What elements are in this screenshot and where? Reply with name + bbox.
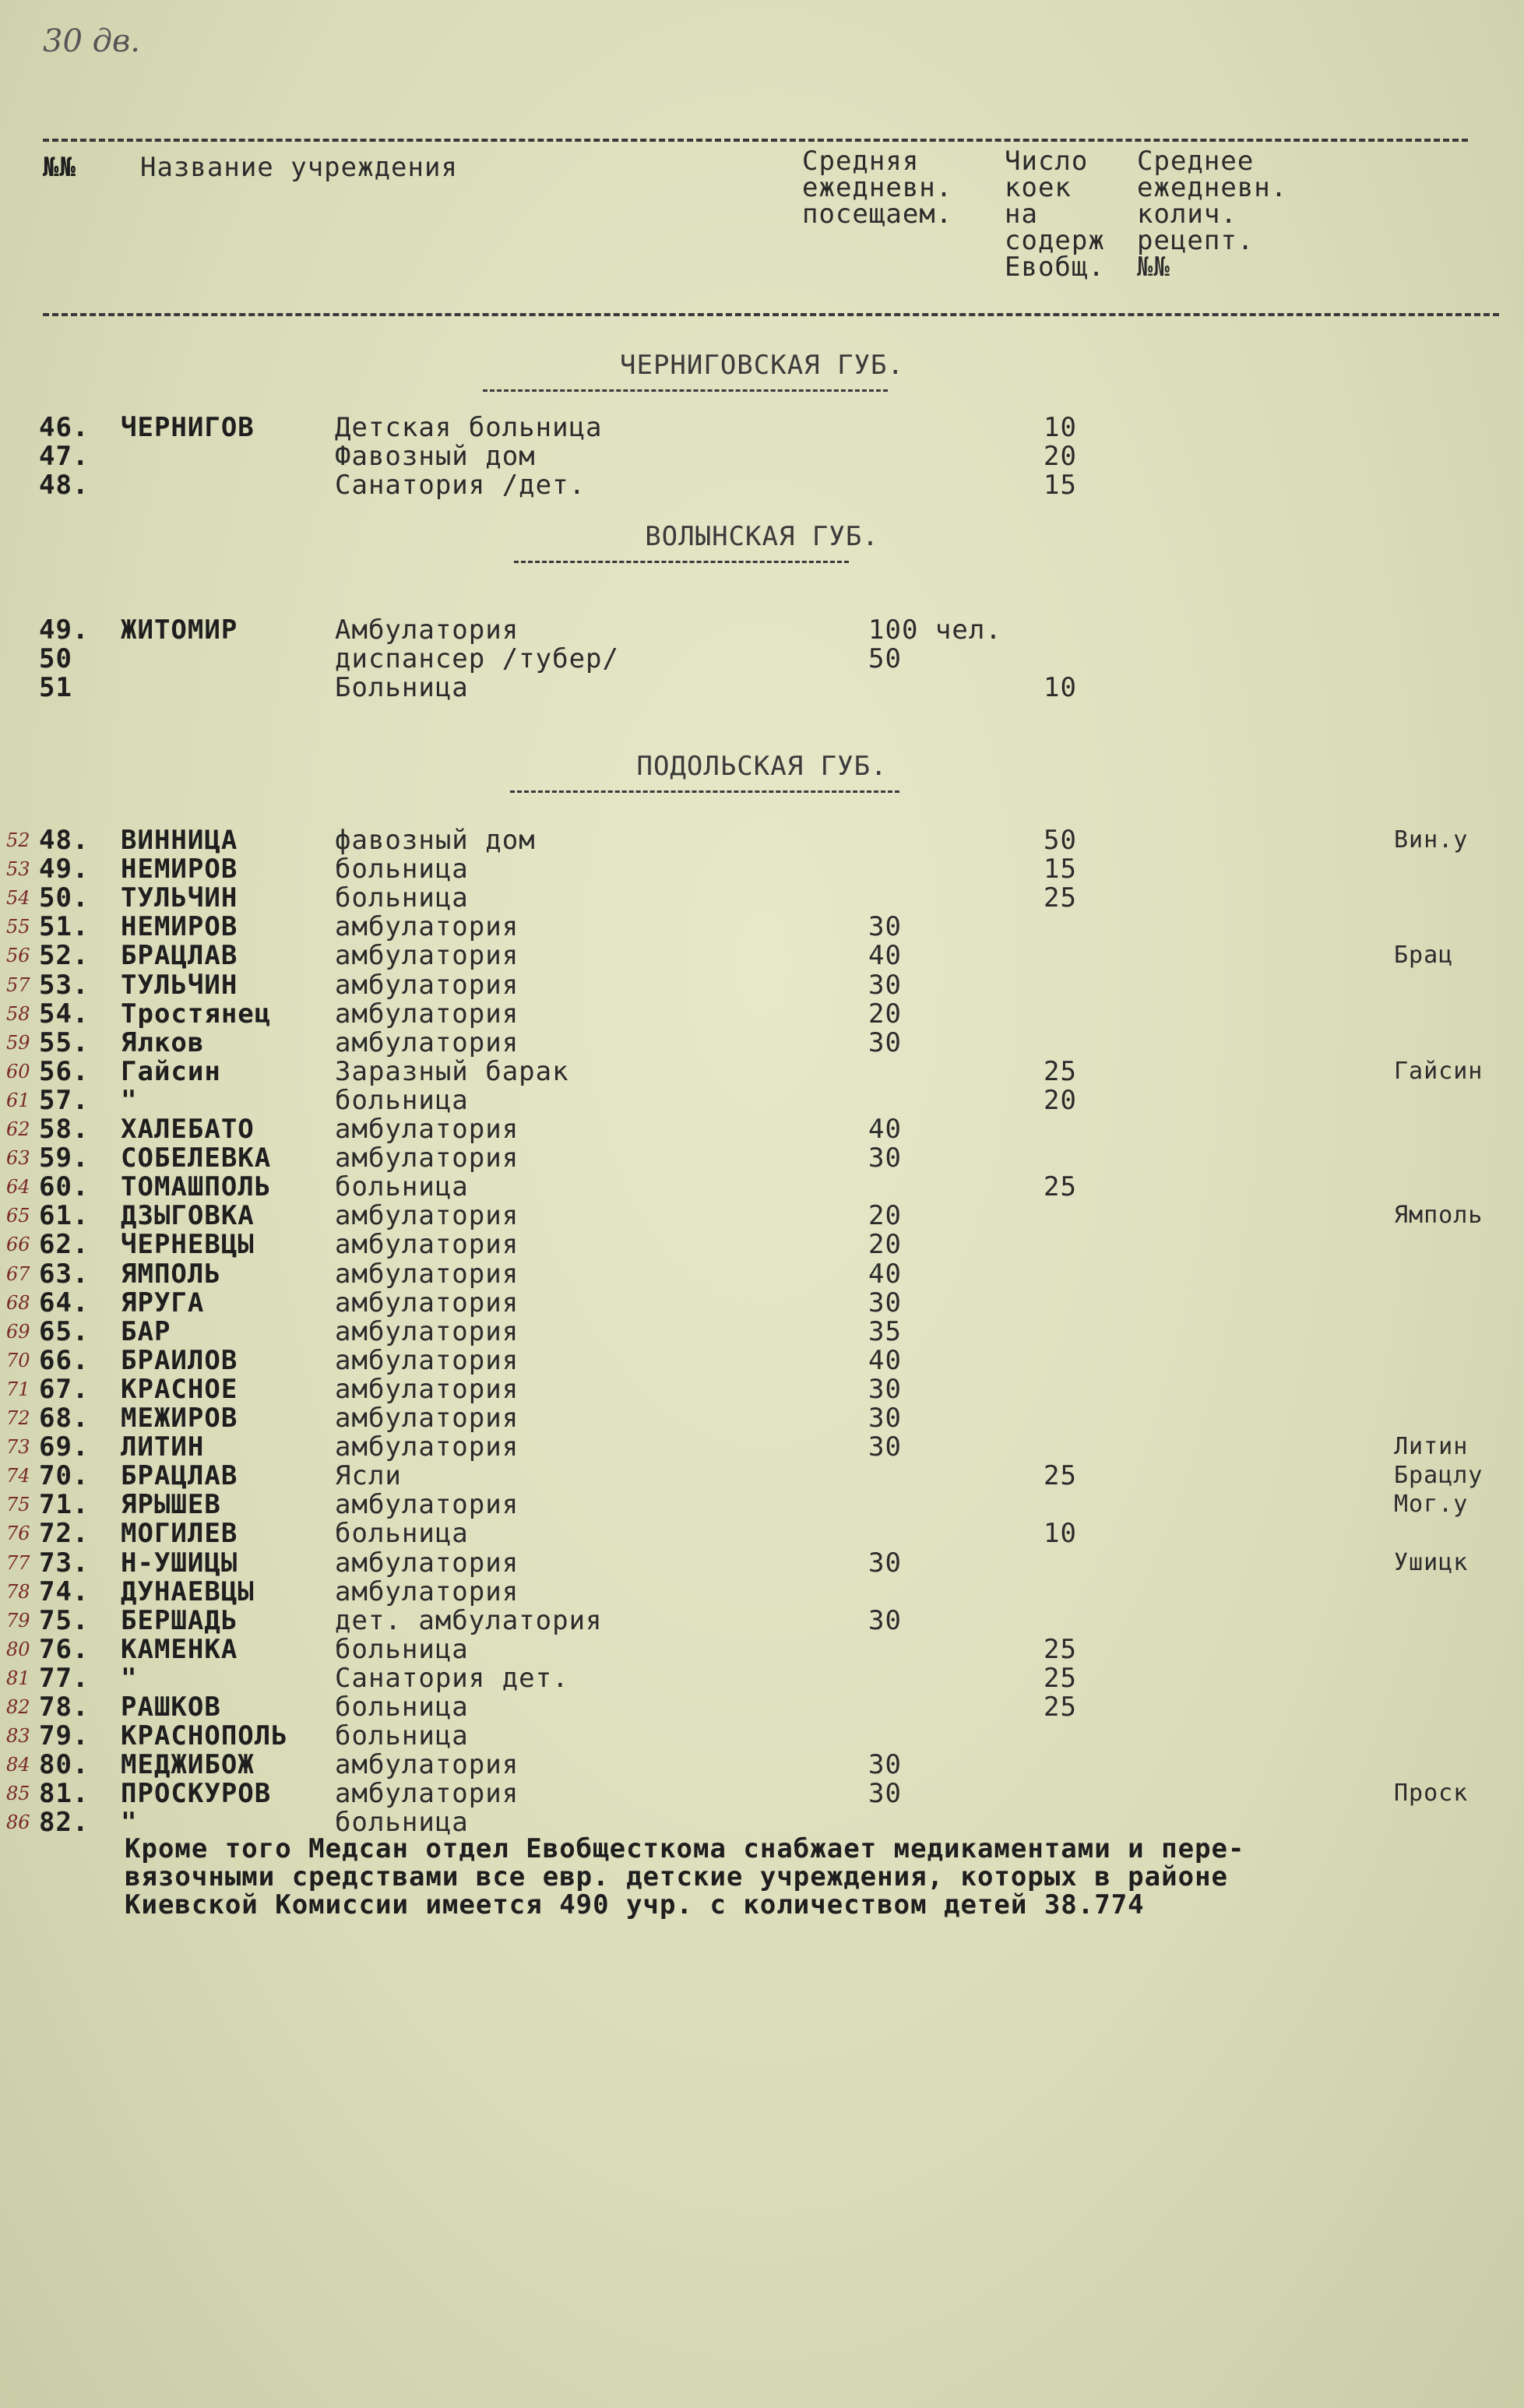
row-handwritten-number: 84: [6, 1754, 30, 1776]
list-item: [0, 1346, 1524, 1375]
section-title-underline: [514, 561, 849, 563]
header-line: Среднее: [1137, 146, 1255, 177]
row-number: 47.: [39, 441, 90, 472]
row-institution: амбулатория: [335, 1373, 519, 1405]
row-daily-visits: 30: [868, 1547, 902, 1579]
list-item: [0, 1779, 1524, 1808]
row-institution: амбулатория: [335, 1431, 519, 1463]
row-beds: 15: [1044, 470, 1077, 501]
row-handwritten-number: 81: [6, 1667, 30, 1689]
row-handwritten-number: 75: [6, 1494, 30, 1516]
row-handwritten-number: 85: [6, 1783, 30, 1805]
list-item: [0, 1028, 1524, 1058]
row-number: 60.: [39, 1171, 90, 1203]
row-institution: амбулатория: [335, 969, 519, 1001]
row-institution: амбулатория: [335, 1547, 519, 1579]
row-number: 68.: [39, 1403, 90, 1434]
list-item: [0, 1750, 1524, 1780]
row-number: 51.: [39, 911, 90, 943]
row-beds: 25: [1044, 882, 1077, 914]
row-handwritten-number: 77: [6, 1551, 30, 1574]
row-city: БЕРШАДЬ: [121, 1604, 238, 1636]
list-item: [0, 1721, 1524, 1751]
header-line: №№: [1137, 252, 1170, 283]
row-handwritten-number: 70: [6, 1349, 30, 1371]
header-top-rule: [43, 139, 1468, 142]
row-city: НЕМИРОВ: [121, 854, 238, 885]
row-number: 48.: [39, 470, 90, 501]
list-item: [0, 1288, 1524, 1318]
row-handwritten-number: 67: [6, 1262, 30, 1285]
list-item: [0, 1143, 1524, 1173]
row-number: 50.: [39, 882, 90, 914]
row-institution: Ясли: [335, 1460, 402, 1492]
row-city: ЛИТИН: [121, 1431, 205, 1463]
list-item: [0, 1606, 1524, 1635]
list-item: [0, 470, 1524, 500]
row-number: 64.: [39, 1287, 90, 1318]
row-city: ДЗЫГОВКА: [121, 1200, 255, 1232]
row-number: 52.: [39, 940, 90, 972]
header-bottom-rule: [43, 313, 1499, 316]
row-city: Ялков: [121, 1026, 205, 1058]
list-item: [0, 1490, 1524, 1519]
header-line: содерж: [1005, 225, 1105, 256]
header-line: Евобщ.: [1005, 252, 1105, 283]
row-margin-note: Ямполь: [1394, 1202, 1484, 1230]
row-institution: амбулатория: [335, 1315, 519, 1347]
row-institution: больница: [335, 1692, 469, 1723]
row-daily-visits: 30: [868, 1403, 902, 1434]
row-city: БРАЦЛАВ: [121, 940, 238, 972]
list-item: [0, 615, 1524, 645]
header-line: колич.: [1137, 199, 1237, 230]
list-item: [0, 442, 1524, 471]
row-handwritten-number: 73: [6, 1436, 30, 1459]
row-number: 73.: [39, 1547, 90, 1579]
header-line: Число: [1005, 146, 1089, 177]
row-institution: больница: [335, 1807, 469, 1839]
row-number: 55.: [39, 1026, 90, 1058]
row-institution: больница: [335, 1171, 469, 1203]
row-daily-visits: 50: [868, 643, 902, 674]
row-margin-note: Вин.у: [1394, 826, 1469, 854]
row-handwritten-number: 53: [6, 858, 30, 881]
row-institution: амбулатория: [335, 1026, 519, 1058]
row-handwritten-number: 55: [6, 916, 30, 938]
row-number: 70.: [39, 1460, 90, 1492]
row-city: КРАСНОЕ: [121, 1373, 238, 1405]
row-number: 72.: [39, 1518, 90, 1550]
row-number: 54.: [39, 998, 90, 1030]
row-city: ЧЕРНИГОВ: [121, 412, 255, 443]
row-handwritten-number: 69: [6, 1320, 30, 1343]
section-title: ВОЛЫНСКАЯ ГУБ.: [645, 521, 879, 552]
list-item: [0, 413, 1524, 442]
section-title-underline: [510, 790, 899, 793]
row-handwritten-number: 52: [6, 829, 30, 851]
row-number: 49.: [39, 854, 90, 885]
row-city: КРАСНОПОЛЬ: [121, 1720, 288, 1752]
row-institution: амбулатория: [335, 1489, 519, 1521]
row-city: Гайсин: [121, 1055, 221, 1087]
footer-line: Кроме того Медсан отдел Евобщесткома снабжает медикаментами и пере-: [125, 1833, 1245, 1864]
row-beds: 25: [1044, 1692, 1077, 1723]
row-number: 75.: [39, 1604, 90, 1636]
header-line: коек: [1005, 172, 1072, 203]
row-institution: амбулатория: [335, 940, 519, 972]
row-number: 53.: [39, 969, 90, 1001]
row-beds: 25: [1044, 1171, 1077, 1203]
row-number: 71.: [39, 1489, 90, 1521]
row-number: 58.: [39, 1114, 90, 1145]
row-institution: амбулатория: [335, 1258, 519, 1290]
row-city: ЯРУГА: [121, 1287, 205, 1318]
header-line: рецепт.: [1137, 225, 1255, 256]
list-item: [0, 1663, 1524, 1693]
row-margin-note: Брац: [1394, 942, 1454, 970]
row-daily-visits: 30: [868, 969, 902, 1001]
row-daily-visits: 20: [868, 1200, 902, 1232]
row-institution: Санатория дет.: [335, 1662, 569, 1694]
row-institution: амбулатория: [335, 1749, 519, 1781]
list-item: [0, 1057, 1524, 1086]
row-handwritten-number: 79: [6, 1609, 30, 1632]
row-city: ВИННИЦА: [121, 825, 238, 856]
header-number-col: №№: [43, 152, 76, 183]
row-institution: диспансер /тубер/: [335, 643, 619, 674]
row-handwritten-number: 54: [6, 887, 30, 910]
row-number: 67.: [39, 1373, 90, 1405]
row-number: 59.: [39, 1142, 90, 1174]
row-institution: Амбулатория: [335, 614, 519, 646]
row-institution: больница: [335, 882, 469, 914]
list-item: [0, 1519, 1524, 1548]
row-city: ХАЛЕБАТО: [121, 1114, 255, 1145]
row-handwritten-number: 72: [6, 1407, 30, 1429]
list-item: [0, 854, 1524, 884]
row-margin-note: Гайсин: [1394, 1057, 1484, 1085]
row-daily-visits: 30: [868, 1749, 902, 1781]
row-city: МОГИЛЕВ: [121, 1518, 238, 1550]
row-institution: больница: [335, 1084, 469, 1116]
row-institution: амбулатория: [335, 1575, 519, 1607]
row-number: 78.: [39, 1692, 90, 1723]
list-item: [0, 912, 1524, 942]
list-item: [0, 1259, 1524, 1289]
row-handwritten-number: 60: [6, 1060, 30, 1083]
row-number: 76.: [39, 1633, 90, 1665]
list-item: [0, 673, 1524, 702]
list-item: [0, 1692, 1524, 1722]
row-city: Тростянец: [121, 998, 272, 1030]
row-institution: амбулатория: [335, 1142, 519, 1174]
row-city: РАШКОВ: [121, 1692, 221, 1723]
row-margin-note: Проск: [1394, 1780, 1469, 1808]
row-number: 49.: [39, 614, 90, 646]
row-margin-note: Мог.у: [1394, 1491, 1469, 1519]
row-number: 69.: [39, 1431, 90, 1463]
row-handwritten-number: 59: [6, 1031, 30, 1054]
row-city: НЕМИРОВ: [121, 911, 238, 943]
row-institution: Фавозный дом: [335, 441, 536, 472]
row-daily-visits: 30: [868, 911, 902, 943]
list-item: [0, 1403, 1524, 1433]
header-line: посещаем.: [802, 199, 953, 230]
list-item: [0, 1172, 1524, 1202]
corner-handwritten-note: 30 дв.: [43, 23, 140, 59]
row-number: 82.: [39, 1807, 90, 1839]
row-city: КАМЕНКА: [121, 1633, 238, 1665]
row-city: ": [121, 1807, 138, 1839]
row-number: 65.: [39, 1315, 90, 1347]
row-daily-visits: 40: [868, 940, 902, 972]
row-handwritten-number: 65: [6, 1205, 30, 1227]
row-margin-note: Литин: [1394, 1433, 1469, 1461]
row-handwritten-number: 80: [6, 1638, 30, 1660]
row-city: ЯМПОЛЬ: [121, 1258, 221, 1290]
row-institution: амбулатория: [335, 1229, 519, 1261]
row-daily-visits: 35: [868, 1315, 902, 1347]
row-beds: 25: [1044, 1055, 1077, 1087]
row-city: Н-УШИЦЫ: [121, 1547, 238, 1579]
row-handwritten-number: 78: [6, 1580, 30, 1603]
row-daily-visits: 30: [868, 1431, 902, 1463]
row-city: ЧЕРНЕВЦЫ: [121, 1229, 255, 1261]
row-institution: Заразный барак: [335, 1055, 569, 1087]
row-handwritten-number: 62: [6, 1118, 30, 1140]
footer-line: вязочными средствами все евр. детские учреждения, которых в районе: [125, 1861, 1229, 1892]
section-title: ПОДОЛЬСКАЯ ГУБ.: [636, 751, 888, 782]
row-city: БРАЦЛАВ: [121, 1460, 238, 1492]
row-institution: больница: [335, 854, 469, 885]
row-daily-visits: 30: [868, 1373, 902, 1405]
row-number: 61.: [39, 1200, 90, 1232]
list-item: [0, 826, 1524, 855]
row-city: ": [121, 1084, 138, 1116]
row-city: ПРОСКУРОВ: [121, 1778, 272, 1810]
row-beds: 20: [1044, 441, 1077, 472]
row-number: 63.: [39, 1258, 90, 1290]
row-institution: амбулатория: [335, 1287, 519, 1318]
row-institution: Больница: [335, 672, 469, 703]
row-daily-visits: 30: [868, 1778, 902, 1810]
row-handwritten-number: 83: [6, 1725, 30, 1748]
list-item: [0, 1635, 1524, 1664]
header-line: ежедневн.: [1137, 172, 1288, 203]
row-handwritten-number: 61: [6, 1089, 30, 1111]
row-institution: Детская больница: [335, 412, 603, 443]
row-daily-visits: 30: [868, 1604, 902, 1636]
row-city: ЖИТОМИР: [121, 614, 238, 646]
row-daily-visits: 40: [868, 1344, 902, 1376]
row-institution: амбулатория: [335, 1200, 519, 1232]
row-beds: 20: [1044, 1084, 1077, 1116]
list-item: [0, 1317, 1524, 1347]
footer-line: Киевской Комиссии имеется 490 учр. с количеством детей 38.774: [125, 1889, 1145, 1920]
row-handwritten-number: 82: [6, 1696, 30, 1718]
row-institution: фавозный дом: [335, 825, 536, 856]
row-daily-visits: 30: [868, 1026, 902, 1058]
header-line: Средняя: [802, 146, 920, 177]
list-item: [0, 999, 1524, 1029]
list-item: [0, 941, 1524, 970]
row-margin-note: Ушицк: [1394, 1548, 1469, 1576]
row-handwritten-number: 56: [6, 945, 30, 967]
row-daily-visits: 40: [868, 1114, 902, 1145]
header-line: ежедневн.: [802, 172, 953, 203]
row-number: 79.: [39, 1720, 90, 1752]
row-daily-visits: 30: [868, 1287, 902, 1318]
row-city: БРАИЛОВ: [121, 1344, 238, 1376]
row-city: ЯРЫШЕВ: [121, 1489, 221, 1521]
row-handwritten-number: 66: [6, 1234, 30, 1256]
list-item: [0, 1114, 1524, 1144]
list-item: [0, 1230, 1524, 1259]
row-number: 46.: [39, 412, 90, 443]
row-daily-visits: 40: [868, 1258, 902, 1290]
row-institution: амбулатория: [335, 911, 519, 943]
row-number: 77.: [39, 1662, 90, 1694]
row-daily-visits: 20: [868, 1229, 902, 1261]
list-item: [0, 1461, 1524, 1491]
header-name-col: Название учреждения: [140, 152, 458, 183]
row-daily-visits: 100 чел.: [868, 614, 1002, 646]
row-city: ТОМАШПОЛЬ: [121, 1171, 272, 1203]
row-handwritten-number: 74: [6, 1465, 30, 1487]
header-line: на: [1005, 199, 1038, 230]
list-item: [0, 970, 1524, 1000]
row-beds: 25: [1044, 1460, 1077, 1492]
row-beds: 10: [1044, 412, 1077, 443]
row-daily-visits: 20: [868, 998, 902, 1030]
list-item: [0, 1548, 1524, 1578]
row-handwritten-number: 76: [6, 1523, 30, 1545]
row-number: 48.: [39, 825, 90, 856]
row-city: МЕДЖИБОЖ: [121, 1749, 255, 1781]
row-beds: 15: [1044, 854, 1077, 885]
row-number: 66.: [39, 1344, 90, 1376]
section-title-underline: [483, 389, 888, 392]
row-institution: больница: [335, 1633, 469, 1665]
row-handwritten-number: 58: [6, 1002, 30, 1025]
row-handwritten-number: 71: [6, 1378, 30, 1400]
row-city: СОБЕЛЕВКА: [121, 1142, 272, 1174]
row-institution: Санатория /дет.: [335, 470, 586, 501]
list-item: [0, 1201, 1524, 1230]
row-institution: амбулатория: [335, 1403, 519, 1434]
row-institution: амбулатория: [335, 1344, 519, 1376]
row-city: БАР: [121, 1315, 171, 1347]
row-institution: больница: [335, 1720, 469, 1752]
row-city: ": [121, 1662, 138, 1694]
row-number: 80.: [39, 1749, 90, 1781]
row-number: 51: [39, 672, 72, 703]
row-institution: амбулатория: [335, 1114, 519, 1145]
row-city: ДУНАЕВЦЫ: [121, 1575, 255, 1607]
row-city: ТУЛЬЧИН: [121, 882, 238, 914]
list-item: [0, 883, 1524, 913]
row-number: 50: [39, 643, 72, 674]
row-beds: 25: [1044, 1633, 1077, 1665]
row-daily-visits: 30: [868, 1142, 902, 1174]
row-handwritten-number: 57: [6, 973, 30, 996]
row-number: 56.: [39, 1055, 90, 1087]
row-beds: 25: [1044, 1662, 1077, 1694]
row-institution: дет. амбулатория: [335, 1604, 603, 1636]
list-item: [0, 1375, 1524, 1404]
row-number: 81.: [39, 1778, 90, 1810]
row-number: 74.: [39, 1575, 90, 1607]
row-institution: амбулатория: [335, 998, 519, 1030]
row-city: ТУЛЬЧИН: [121, 969, 238, 1001]
row-handwritten-number: 64: [6, 1176, 30, 1199]
list-item: [0, 644, 1524, 674]
row-margin-note: Брацлу: [1394, 1462, 1484, 1490]
row-handwritten-number: 86: [6, 1811, 30, 1834]
row-number: 57.: [39, 1084, 90, 1116]
list-item: [0, 1086, 1524, 1115]
row-handwritten-number: 68: [6, 1291, 30, 1314]
row-institution: больница: [335, 1518, 469, 1550]
row-number: 62.: [39, 1229, 90, 1261]
list-item: [0, 1432, 1524, 1462]
row-institution: амбулатория: [335, 1778, 519, 1810]
row-beds: 50: [1044, 825, 1077, 856]
row-beds: 10: [1044, 672, 1077, 703]
list-item: [0, 1577, 1524, 1607]
row-beds: 10: [1044, 1518, 1077, 1550]
row-handwritten-number: 63: [6, 1147, 30, 1170]
section-title: ЧЕРНИГОВСКАЯ ГУБ.: [620, 350, 904, 381]
row-city: МЕЖИРОВ: [121, 1403, 238, 1434]
